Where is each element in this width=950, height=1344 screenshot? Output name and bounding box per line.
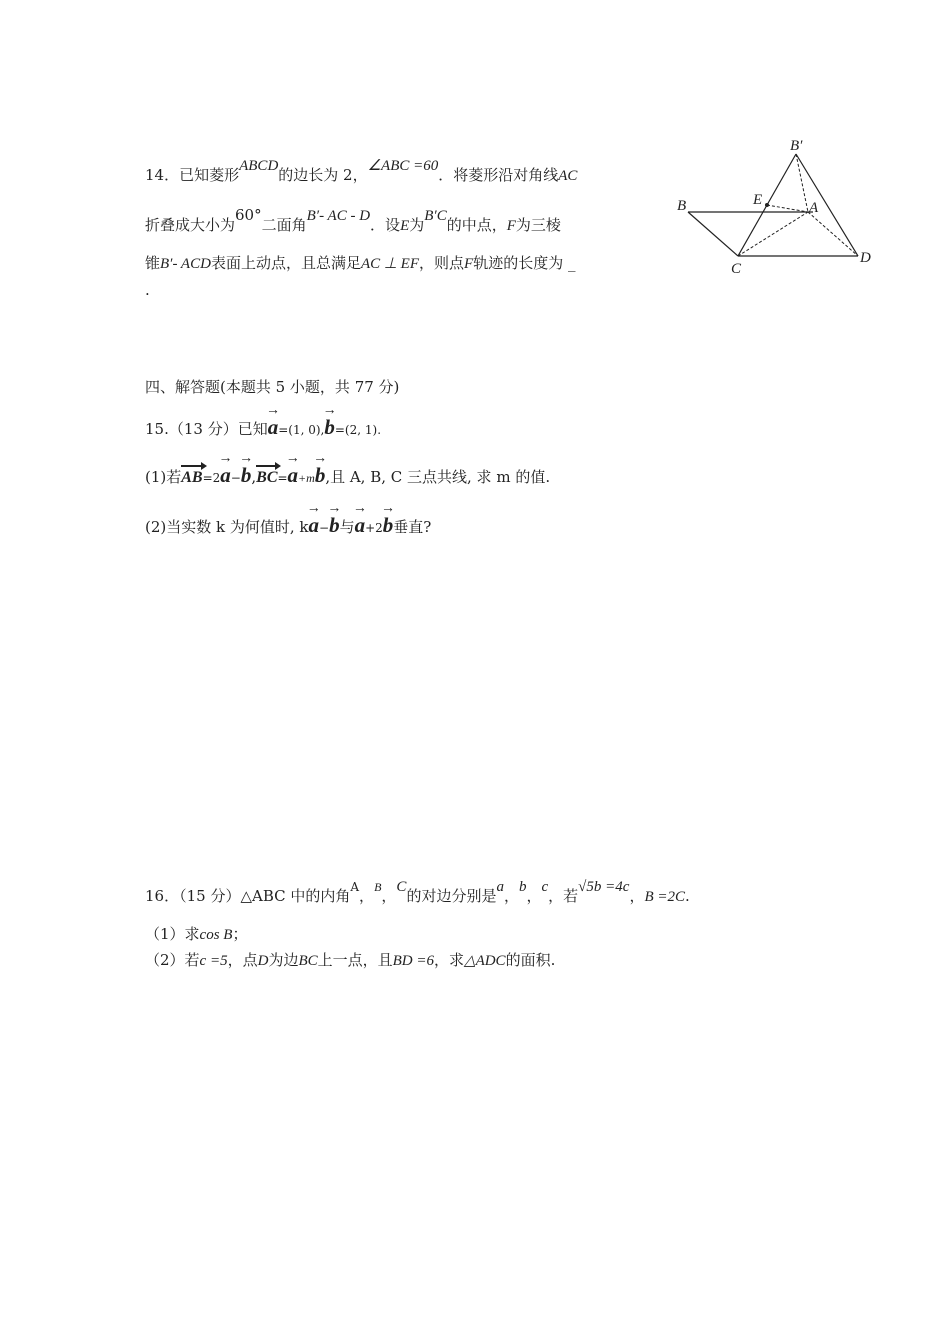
q14-text: 为 — [409, 216, 425, 234]
q16-text: 的对边分别是 — [406, 887, 497, 905]
q16-text: 的面积. — [505, 951, 556, 969]
side-a: a — [496, 879, 504, 895]
q15-text: +m — [298, 471, 315, 485]
edge-bprime-d — [796, 154, 858, 256]
vector-a: → a — [268, 417, 279, 437]
q15-text: =2 — [202, 471, 221, 485]
q14-fold-angle: 60° — [235, 206, 262, 224]
pyramid-figure — [668, 130, 883, 280]
q16-part1-label: （1）求 — [145, 925, 200, 943]
q14-text: 为三棱 — [515, 216, 561, 234]
q14-line3 — [145, 253, 575, 274]
condition-2: B =2C — [644, 889, 685, 905]
q15-text: 已知 — [237, 420, 268, 438]
q16-part1 — [145, 924, 247, 945]
label-d: D — [860, 250, 871, 266]
label-e: E — [753, 192, 763, 208]
q14-angle: ∠ABC =60 — [367, 158, 439, 174]
q14-rhombus: ABCD — [239, 158, 279, 174]
side-b: b — [518, 879, 527, 895]
vector-b: → b — [383, 515, 394, 535]
point-d: D — [257, 953, 269, 969]
vector-ab: AB — [181, 469, 203, 486]
vector-a: → a — [309, 515, 320, 535]
q15-part1 — [145, 465, 550, 488]
q14-text: 二面角 — [261, 216, 307, 234]
q16-text: ，求 — [434, 951, 465, 969]
q15-text: =(1, 0), — [278, 423, 325, 437]
cos-b: cos B — [199, 927, 233, 943]
vector-b: → b — [315, 465, 326, 485]
vector-b: → b — [329, 515, 340, 535]
vector-bc: BC — [256, 469, 278, 486]
side-c: c — [541, 879, 549, 895]
q16-line1 — [145, 879, 690, 907]
q14-perp: AC ⊥ EF — [360, 256, 420, 272]
q16-text: ， — [381, 887, 397, 905]
triangle-adc: △ADC — [464, 953, 506, 969]
q15-text: − — [230, 471, 241, 485]
vector-b: → b — [324, 417, 335, 437]
q15-part2-label: (2)当实数 k 为何值时, k — [145, 518, 309, 536]
q14-end-dot: . — [145, 281, 150, 299]
label-b-prime: B′ — [790, 138, 803, 154]
q15-text: 垂直? — [393, 518, 432, 536]
q15-text: − — [319, 521, 330, 535]
q15-text: ,且 A, B, C 三点共线, 求 m 的值. — [325, 468, 551, 486]
q14-point-f: F — [506, 218, 516, 234]
q14-text: 轨迹的长度为 _ — [473, 254, 576, 272]
q14-dihedral: B′- AC - D — [306, 208, 371, 224]
q16-text: 上一点，且 — [317, 951, 393, 969]
q14-text: ．将菱形沿对角线 — [438, 166, 559, 184]
q14-line1 — [145, 158, 578, 186]
q16-part2-label: （2）若 — [145, 951, 200, 969]
angle-c: C — [396, 879, 407, 895]
q16-text: 为边 — [268, 951, 299, 969]
point-e — [765, 203, 769, 207]
q14-text: 已知菱形 — [179, 166, 240, 184]
vector-a: → a — [355, 515, 366, 535]
q15-text: =(2, 1). — [334, 423, 382, 437]
vector-a: → a — [220, 465, 231, 485]
q14-text: 表面上动点，且总满足 — [210, 254, 361, 272]
angle-b: B — [374, 880, 382, 894]
q15-text: +2 — [365, 521, 383, 535]
q14-line2 — [145, 206, 561, 236]
condition-1: √5b =4c — [578, 879, 630, 895]
edge-bprime-a — [796, 154, 808, 212]
label-a: A — [809, 200, 819, 216]
q15-line1 — [145, 417, 381, 440]
q14-text: ．设 — [370, 216, 401, 234]
q14-point-e: E — [400, 218, 410, 234]
q16-text: ，点 — [227, 951, 258, 969]
q15-text: , — [251, 468, 257, 486]
q14-text: 的中点， — [446, 216, 507, 234]
q14-number: 14． — [145, 166, 180, 184]
vector-a: → a — [288, 465, 299, 485]
q14-text: 锥 — [145, 254, 161, 272]
edge-ad — [808, 212, 858, 256]
q16-part2 — [145, 950, 555, 971]
bd-value: BD =6 — [392, 953, 435, 969]
q16-text: △ABC 中的内角 — [240, 887, 351, 905]
q16-text: ， — [629, 887, 645, 905]
q15-number: 15.（13 分） — [145, 420, 238, 438]
q16-text: . — [685, 887, 690, 905]
q14-point-f2: F — [464, 256, 474, 272]
q14-text: 折叠成大小为 — [145, 216, 236, 234]
q15-text: 与 — [339, 518, 355, 536]
section-title: 四、解答题(本题共 5 小题，共 77 分) — [145, 378, 400, 396]
q15-text: = — [277, 471, 288, 485]
q14-segment: B′C — [424, 208, 447, 224]
q16-text: ； — [232, 925, 248, 943]
q15-part1-label: (1)若 — [145, 468, 182, 486]
q14-diag: AC — [558, 168, 578, 184]
q16-number: 16．（15 分） — [145, 887, 241, 905]
edge-ca — [738, 212, 808, 256]
q15-part2 — [145, 515, 431, 538]
q14-pyramid: B′- ACD — [160, 256, 211, 272]
edge-bc — [688, 212, 738, 256]
q16-text: ， — [359, 887, 375, 905]
side-bc: BC — [298, 953, 318, 969]
angle-a: A — [350, 880, 360, 894]
q14-text: ，则点 — [419, 254, 465, 272]
q16-text: ，若 — [548, 887, 579, 905]
edge-ea — [767, 205, 808, 212]
c-value: c =5 — [199, 953, 228, 969]
q16-text: ， — [503, 887, 519, 905]
label-c: C — [731, 261, 742, 277]
q16-text: ， — [526, 887, 542, 905]
vector-b: → b — [241, 465, 252, 485]
label-b: B — [677, 198, 687, 214]
q14-text: 的边长为 2， — [278, 166, 368, 184]
